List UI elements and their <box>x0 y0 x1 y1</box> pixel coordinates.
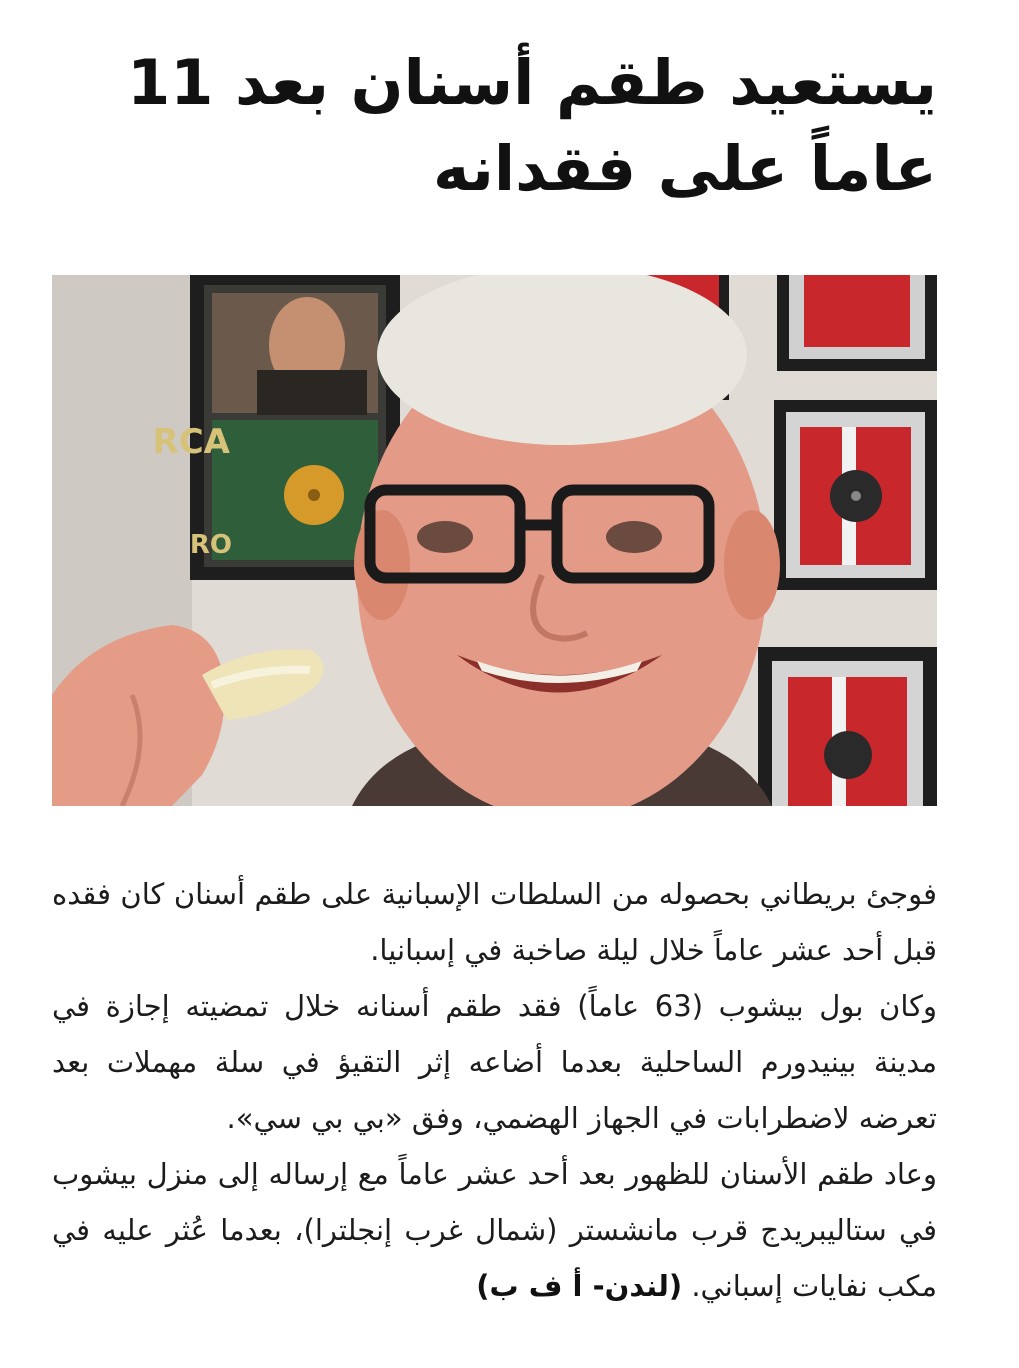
man-face <box>354 275 780 806</box>
photo-illustration <box>52 275 937 806</box>
poster-text-lower: RO <box>189 530 232 560</box>
framed-record-middle-right <box>774 400 937 590</box>
article-headline: يستعيد طقم أسنان بعد 11 عاماً على فقدانه <box>127 46 937 205</box>
framed-record-bottom-right <box>758 647 937 806</box>
framed-record-top-right <box>777 275 937 371</box>
article <box>52 0 937 1368</box>
paragraph-3 <box>52 1146 937 1314</box>
paragraph-1: فوجئ بريطاني بحصوله من السلطات الإسبانية على طقم أسنان كان فقده قبل أحد عشر عاماً خلال ليلة صاخبة في إسبانيا. <box>52 877 937 967</box>
paragraph-3-text: وعاد طقم الأسنان للظهور بعد أحد عشر عاماً مع إرساله إلى منزل بيشوب في ستاليبريدج قرب مانشستر (شمال غرب إنجلترا)، بعدما عُثر عليه في مكب نفايات إسباني. <box>52 1157 937 1303</box>
ear-right <box>724 510 780 620</box>
paragraph-2: وكان بول بيشوب (63 عاماً) فقد طقم أسنانه خلال تمضيته إجازة في مدينة بينيدورم الساحلية بعدما أضاعه إثر التقيؤ في سلة مهملات بعد تعرضه لاضطرابات في الجهاز الهضمي، وفق «بي بي سي». <box>52 989 937 1135</box>
ear-left <box>354 510 410 620</box>
byline: (لندن- أ ف ب) <box>476 1269 683 1303</box>
article-photo <box>52 275 937 806</box>
poster-text: RCA <box>152 422 230 462</box>
article-body <box>52 866 937 1314</box>
